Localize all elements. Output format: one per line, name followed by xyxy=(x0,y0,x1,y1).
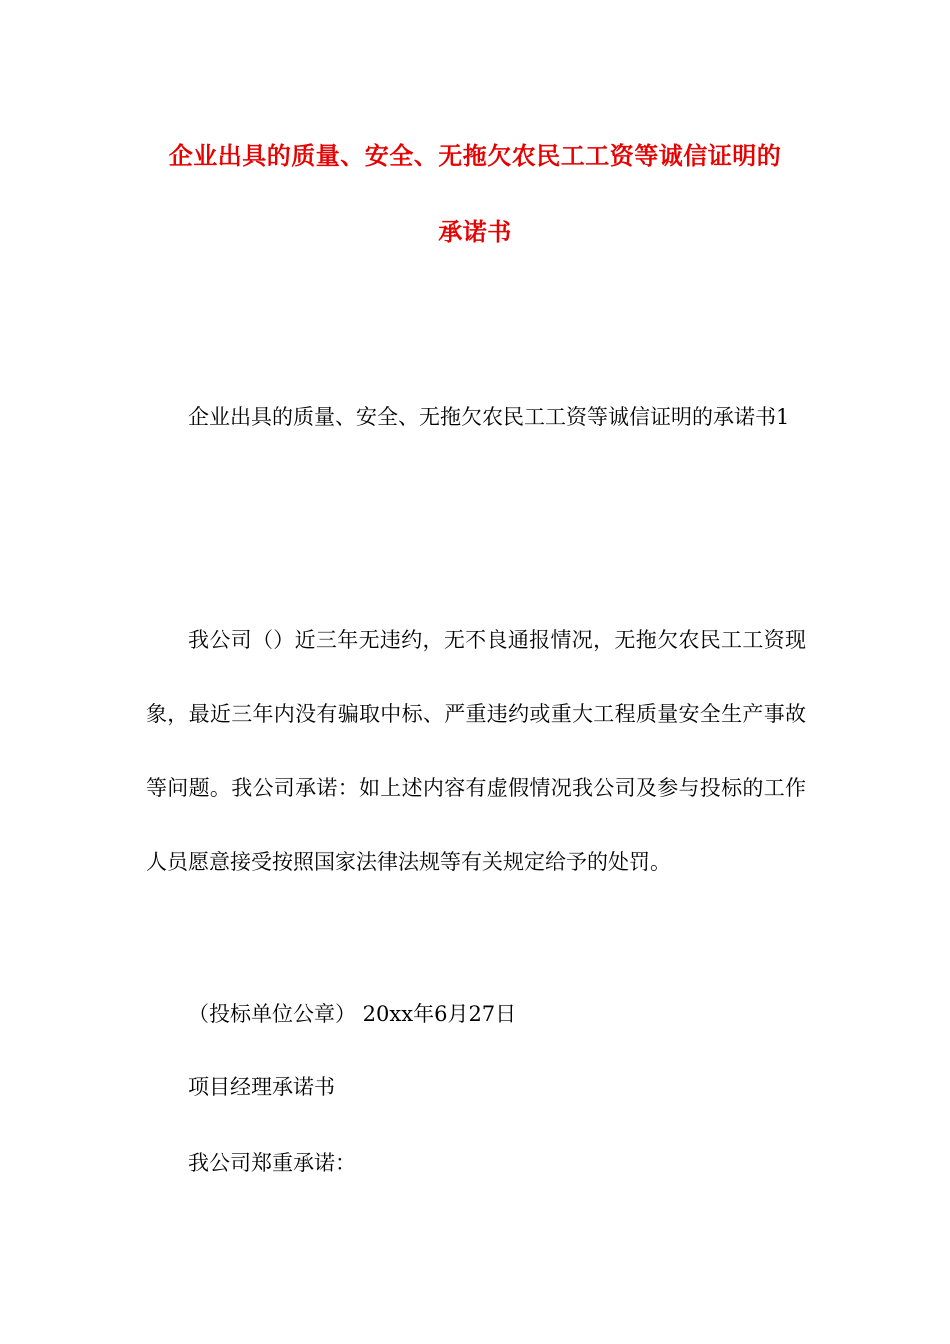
document-title-line-2: 承诺书 xyxy=(438,217,512,246)
promise-intro-line: 我公司郑重承诺： xyxy=(188,1151,356,1175)
section-heading: 项目经理承诺书 xyxy=(188,1075,335,1099)
commitment-paragraph: 我公司（）近三年无违约，无不良通报情况，无拖欠农民工工资现象，最近三年内没有骗取中标、严重违约或重大工程质量安全生产事故等问题。我公司承诺：如上述内容有虚假情况我公司及参与投标的工作人员愿意接受按照国家法律法规等有关规定给予的处罚。 xyxy=(146,628,806,874)
document-title-line-1: 企业出具的质量、安全、无拖欠农民工工资等诚信证明的 xyxy=(168,141,782,170)
seal-and-date-line: （投标单位公章） 20xx年6月27日 xyxy=(188,1002,517,1026)
intro-paragraph: 企业出具的质量、安全、无拖欠农民工工资等诚信证明的承诺书1 xyxy=(188,405,790,429)
